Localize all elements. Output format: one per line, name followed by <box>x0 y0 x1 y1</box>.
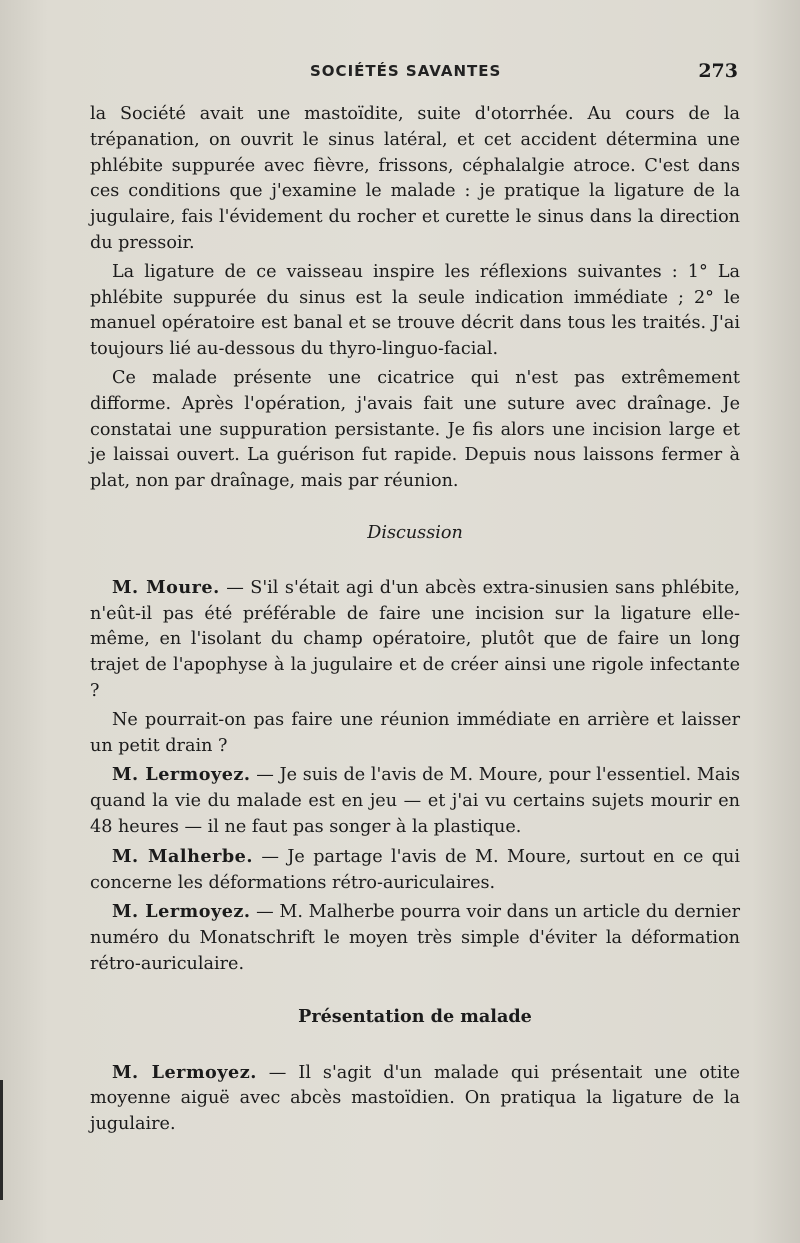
paragraph: Ce malade présente une cicatrice qui n'est pas extrêmement difforme. Après l'opération, j'avais fait une suture avec draînage. Je constatai une suppuration persistante. Je fis alors une incision large et je laissai ouvert. La guérison fut rapide. Depuis nous laissons fermer à plat, non par draînage, mais par réunion. <box>90 367 740 492</box>
speaker-text: — Il s'agit d'un malade qui présentait une otite moyenne aiguë avec abcès mastoïdien. On pratiqua la ligature de la jugulaire. <box>90 1062 740 1135</box>
speaker-text: — Je suis de l'avis de M. Moure, pour l'essentiel. Mais quand la vie du malade est en jeu — et j'ai vu certains sujets mourir en 48 heures — il ne faut pas songer à la plastique. <box>90 765 741 837</box>
page-number: 273 <box>698 60 738 82</box>
speaker-name: M. Lermoyez. <box>112 764 251 786</box>
paragraph: la Société avait une mastoïdite, suite d'otorrhée. Au cours de la trépanation, on ouvrit le sinus latéral, et cet accident détermina une phlébite suppurée avec fièvre, frissons, céphalalgie atroce. C'est dans ces conditions que j'examine le malade : je pratique la ligature de la jugulaire, fais l'évidement du rocher et curette le sinus dans la direction du pressoir. <box>90 104 740 253</box>
discussion-entry <box>90 899 740 977</box>
presentation-entry <box>90 1060 740 1138</box>
speaker-name: M. Lermoyez. <box>112 901 251 923</box>
speaker-name: M. Malherbe. <box>112 845 253 867</box>
speaker-name: M. Moure. <box>112 576 220 598</box>
speaker-text: — M. Malherbe pourra voir dans un article du dernier numéro du Monatschrift le moyen très simple d'éviter la déformation rétro-auriculaire. <box>90 902 740 974</box>
page-edge-shadow <box>0 1080 3 1200</box>
section-title-discussion: Discussion <box>367 522 463 543</box>
speaker-text: — S'il s'était agi d'un abcès extra-sinusien sans phlébite, n'eût-il pas été préférable de faire une incision sur la ligature elle-même, en l'isolant du champ opératoire, plutôt que de faire un long trajet de l'apophyse à la jugulaire et de créer ainsi une rigole infectante ? <box>90 577 740 701</box>
discussion-entry <box>90 844 740 897</box>
paragraph: La ligature de ce vaisseau inspire les réflexions suivantes : 1° La phlébite suppurée du sinus est la seule indication immédiate ; 2° le manuel opératoire est banal et se trouve décrit dans tous les traités. J'ai toujours lié au-dessous du thyro-linguo-facial. <box>90 261 740 360</box>
section-title-presentation: Présentation de malade <box>298 1005 532 1027</box>
speaker-text: Ne pourrait-on pas faire une réunion immédiate en arrière et laisser un petit drain ? <box>90 709 740 756</box>
speaker-text: — Je partage l'avis de M. Moure, surtout en ce qui concerne les déformations rétro-auriculaires. <box>90 846 740 893</box>
discussion-entry <box>90 708 740 760</box>
speaker-name: M. Lermoyez. <box>112 1061 257 1083</box>
discussion-entry <box>90 575 740 705</box>
page-header <box>90 60 738 86</box>
running-title: SOCIÉTÉS SAVANTES <box>310 62 502 80</box>
page-body <box>90 102 740 1141</box>
discussion-entry <box>90 762 740 840</box>
